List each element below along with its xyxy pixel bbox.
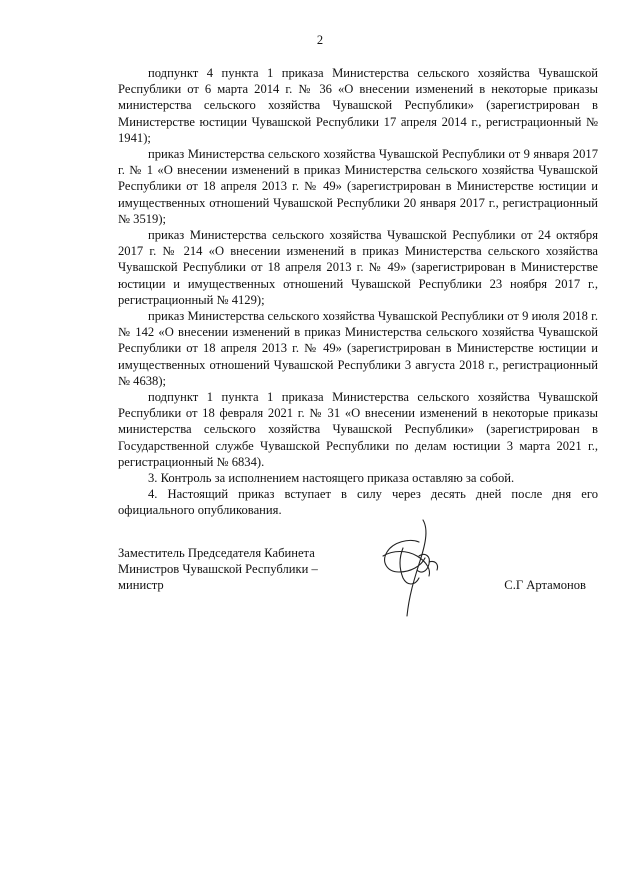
paragraph-repealed-order-oct-2017: приказ Министерства сельского хозяйства Чувашской Республики от 24 октября 2017 г. № 214 «О внесении изменений в приказ Министерства сельского хозяйства Чувашской Республики от 18 апреля 2013 г. № 49» (зарегистрирован в Министерстве юстиции и имущественных отношений Чувашской Республики 23 ноября 2017 г., регистрационный № 4129); [118, 228, 598, 307]
paragraph-entry-into-force: 4. Настоящий приказ вступает в силу через десять дней после дня его официального опубликования. [118, 487, 598, 518]
paragraph-repealed-order-2021: подпункт 1 пункта 1 приказа Министерства сельского хозяйства Чувашской Республики от 18 февраля 2021 г. № 31 «О внесении изменений в некоторые приказы министерства сельского хозяйства Чувашской Республики» (зарегистрирован в Государственной службе Чувашской Республики по делам юстиции 3 марта 2021 г., регистрационный № 6834). [118, 390, 598, 469]
signer-position: Заместитель Председателя Кабинета Министров Чувашской Республики – министр [118, 546, 318, 593]
signature-block [118, 545, 598, 615]
page-number: 2 [316, 33, 324, 47]
paragraph-repealed-order-2018: приказ Министерства сельского хозяйства Чувашской Республики от 9 июля 2018 г. № 142 «О внесении изменений в приказ Министерства сельского хозяйства Чувашской Республики от 18 апреля 2013 г. № 49» (зарегистрирован в Министерстве юстиции и имущественных отношений Чувашской Республики 3 августа 2018 г., регистрационный № 4638); [118, 309, 598, 388]
paragraph-control-clause: 3. Контроль за исполнением настоящего приказа оставляю за собой. [148, 471, 515, 486]
handwritten-signature [373, 512, 453, 622]
paragraph-repealed-order-jan-2017: приказ Министерства сельского хозяйства Чувашской Республики от 9 января 2017 г. № 1 «О внесении изменений в приказ Министерства сельского хозяйства Чувашской Республики от 18 апреля 2013 г. № 49» (зарегистрирован в Министерстве юстиции и имущественных отношений Чувашской Республики 20 января 2017 г., регистрационный № 3519); [118, 147, 598, 226]
paragraph-repealed-order-2014: подпункт 4 пункта 1 приказа Министерства сельского хозяйства Чувашской Республики от 6 марта 2014 г. № 36 «О внесении изменений в некоторые приказы министерства сельского хозяйства Чувашской Республики» (зарегистрирован в Министерстве юстиции Чувашской Республики 17 апреля 2014 г., регистрационный № 1941); [118, 66, 598, 145]
document-body [118, 65, 598, 519]
signer-name: С.Г Артамонов [504, 578, 586, 592]
